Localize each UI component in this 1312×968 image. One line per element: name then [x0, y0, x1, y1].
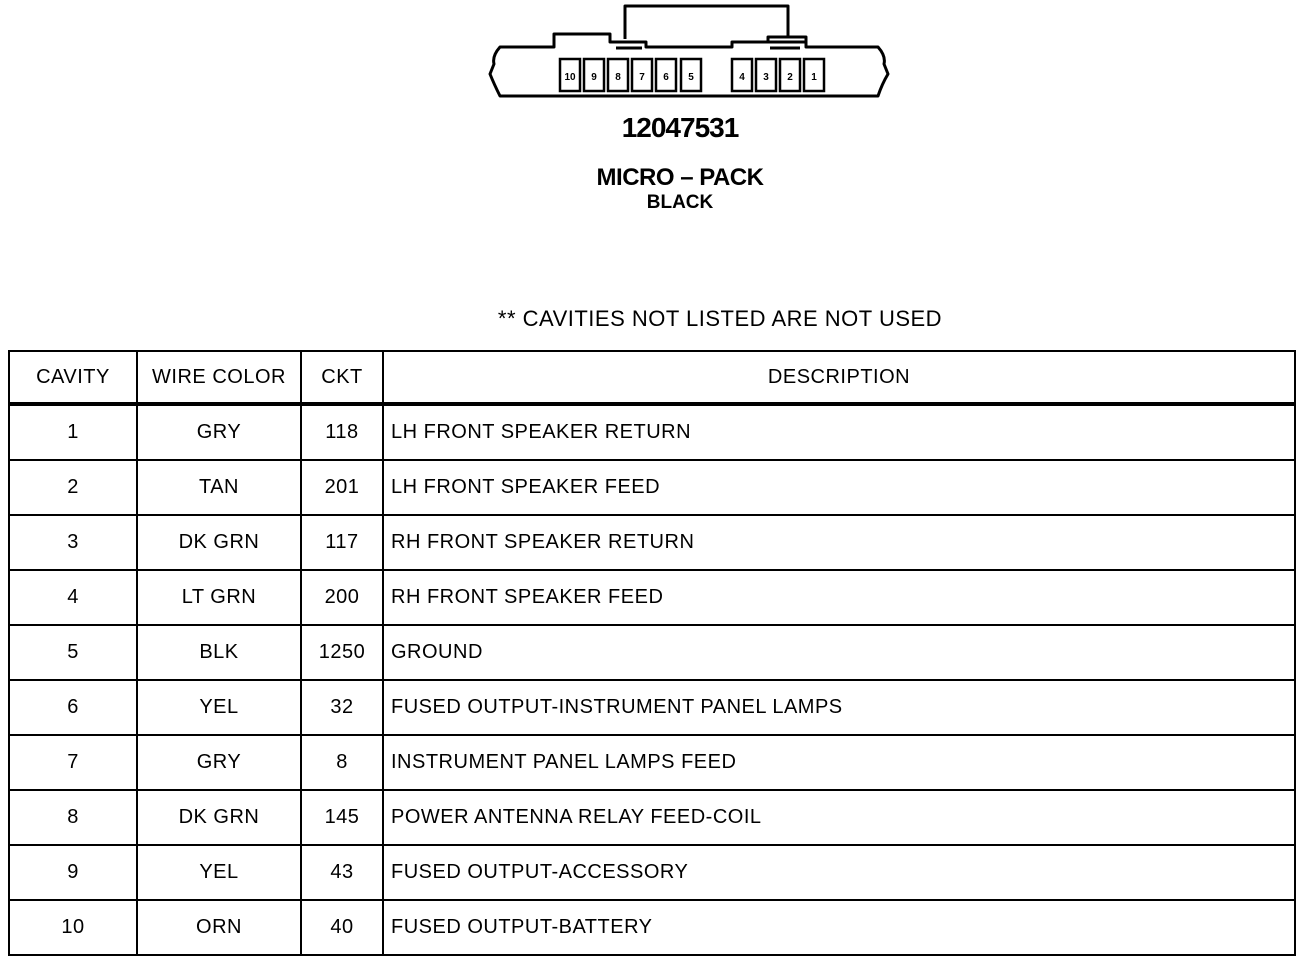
- cell-ckt: 40: [301, 900, 383, 955]
- cell-cavity: 2: [9, 460, 137, 515]
- connector-diagram: [486, 4, 894, 104]
- cell-wire-color: LT GRN: [137, 570, 301, 625]
- cell-wire-color: DK GRN: [137, 515, 301, 570]
- header-ckt: CKT: [301, 351, 383, 404]
- cell-cavity: 9: [9, 845, 137, 900]
- pin-cavities: [560, 59, 824, 91]
- table-row: [9, 680, 1295, 735]
- cell-description: FUSED OUTPUT-ACCESSORY: [383, 845, 1295, 900]
- pin-number-label: 4: [739, 72, 745, 83]
- cell-description: POWER ANTENNA RELAY FEED-COIL: [383, 790, 1295, 845]
- cell-cavity: 7: [9, 735, 137, 790]
- table-row: [9, 900, 1295, 955]
- cell-description: LH FRONT SPEAKER FEED: [383, 460, 1295, 515]
- cell-description: FUSED OUTPUT-BATTERY: [383, 900, 1295, 955]
- cell-description: INSTRUMENT PANEL LAMPS FEED: [383, 735, 1295, 790]
- table-row: [9, 845, 1295, 900]
- table-row: [9, 790, 1295, 845]
- cell-ckt: 117: [301, 515, 383, 570]
- pinout-table: [8, 350, 1296, 956]
- cell-wire-color: BLK: [137, 625, 301, 680]
- cell-description: GROUND: [383, 625, 1295, 680]
- table-header-row: [9, 351, 1295, 404]
- cell-description: RH FRONT SPEAKER RETURN: [383, 515, 1295, 570]
- table-row: [9, 460, 1295, 515]
- connector-color: BLACK: [646, 192, 714, 213]
- table-row: [9, 570, 1295, 625]
- cell-wire-color: YEL: [137, 680, 301, 735]
- pin-number-label: 6: [663, 72, 669, 83]
- cell-cavity: 3: [9, 515, 137, 570]
- cell-ckt: 201: [301, 460, 383, 515]
- cell-cavity: 5: [9, 625, 137, 680]
- table-row: [9, 404, 1295, 460]
- cell-wire-color: ORN: [137, 900, 301, 955]
- table-row: [9, 515, 1295, 570]
- cell-ckt: 1250: [301, 625, 383, 680]
- table-row: [9, 625, 1295, 680]
- pin-number-label: 8: [615, 72, 621, 83]
- pin-number-label: 7: [639, 72, 645, 83]
- cell-description: LH FRONT SPEAKER RETURN: [383, 404, 1295, 460]
- cell-ckt: 118: [301, 404, 383, 460]
- cell-ckt: 145: [301, 790, 383, 845]
- header-wire-color: WIRE COLOR: [137, 351, 301, 404]
- pin-number-label: 10: [564, 72, 576, 83]
- cell-cavity: 4: [9, 570, 137, 625]
- cell-cavity: 10: [9, 900, 137, 955]
- header-description: DESCRIPTION: [383, 351, 1295, 404]
- pin-number-label: 9: [591, 72, 597, 83]
- pin-number-label: 2: [787, 72, 793, 83]
- connector-part-number: 12047531: [621, 112, 739, 143]
- table-row: [9, 735, 1295, 790]
- cell-wire-color: YEL: [137, 845, 301, 900]
- cell-ckt: 32: [301, 680, 383, 735]
- cell-cavity: 6: [9, 680, 137, 735]
- cell-ckt: 200: [301, 570, 383, 625]
- cell-description: RH FRONT SPEAKER FEED: [383, 570, 1295, 625]
- cell-ckt: 8: [301, 735, 383, 790]
- pin-number-label: 1: [811, 72, 817, 83]
- cell-ckt: 43: [301, 845, 383, 900]
- pin-number-label: 5: [688, 72, 694, 83]
- cell-wire-color: GRY: [137, 735, 301, 790]
- cell-cavity: 8: [9, 790, 137, 845]
- cell-description: FUSED OUTPUT-INSTRUMENT PANEL LAMPS: [383, 680, 1295, 735]
- cell-wire-color: GRY: [137, 404, 301, 460]
- connector-name: MICRO – PACK: [596, 164, 764, 191]
- header-cavity: CAVITY: [9, 351, 137, 404]
- pin-number-label: 3: [763, 72, 769, 83]
- cell-cavity: 1: [9, 404, 137, 460]
- table-note: ** CAVITIES NOT LISTED ARE NOT USED: [497, 306, 943, 331]
- cell-wire-color: TAN: [137, 460, 301, 515]
- cell-wire-color: DK GRN: [137, 790, 301, 845]
